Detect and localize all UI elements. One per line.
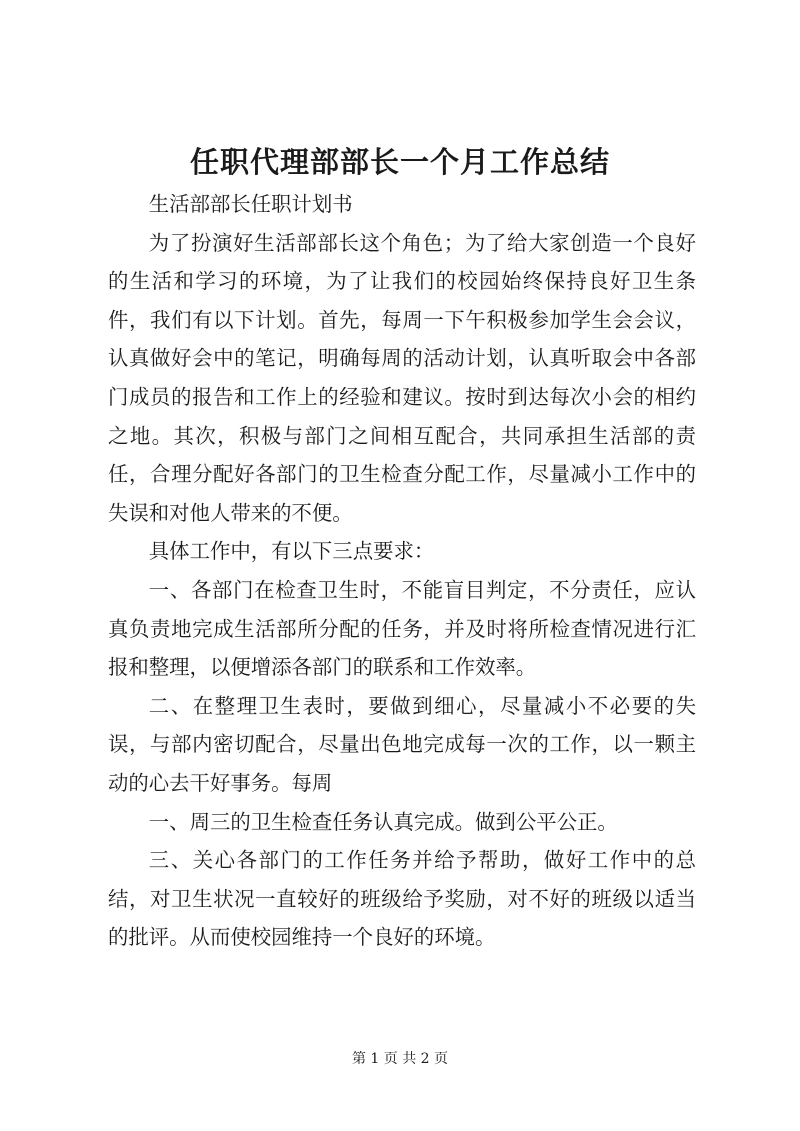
page-footer: 第 1 页 共 2 页 — [351, 1051, 449, 1067]
paragraph-requirements-heading: 具体工作中，有以下三点要求： — [148, 539, 435, 564]
paragraph-requirement-one: 一、各部门在检查卫生时，不能盲目判定，不分责任，应认真负责地完成生活部所分配的任务，并及时将所检查情况进行汇报和整理，以便增添各部门的联系和工作效率。 — [108, 577, 696, 680]
paragraph-plan-intro: 为了扮演好生活部部长这个角色；为了给大家创造一个良好的生活和学习的环境，为了让我们的校园始终保持良好卫生条件，我们有以下计划。首先，每周一下午积极参加学生会会议，认真做好会中的笔记，明确每周的活动计划，认真听取会中各部门成员的报告和工作上的经验和建议。按时到达每次小会的相约之地。其次，积极与部门之间相互配合，共同承担生活部的责任，合理分配好各部门的卫生检查分配工作，尽量减小工作中的失误和对他人带来的不便。 — [108, 230, 696, 525]
paragraph-requirement-three: 三、关心各部门的工作任务并给予帮助，做好工作中的总结，对卫生状况一直较好的班级给予奖励，对不好的班级以适当的批评。从而使校园维持一个良好的环境。 — [108, 848, 696, 950]
paragraph-subtitle: 生活部部长任职计划书 — [148, 192, 353, 216]
paragraph-weekly-check: 一、周三的卫生检查任务认真完成。做到公平公正。 — [148, 809, 618, 834]
document-body — [108, 185, 696, 957]
document-title: 任职代理部部长一个月工作总结 — [189, 145, 610, 179]
paragraph-requirement-two: 二、在整理卫生表时，要做到细心，尽量减小不必要的失误，与部内密切配合，尽量出色地完成每一次的工作，以一颗主动的心去干好事务。每周 — [108, 693, 696, 795]
